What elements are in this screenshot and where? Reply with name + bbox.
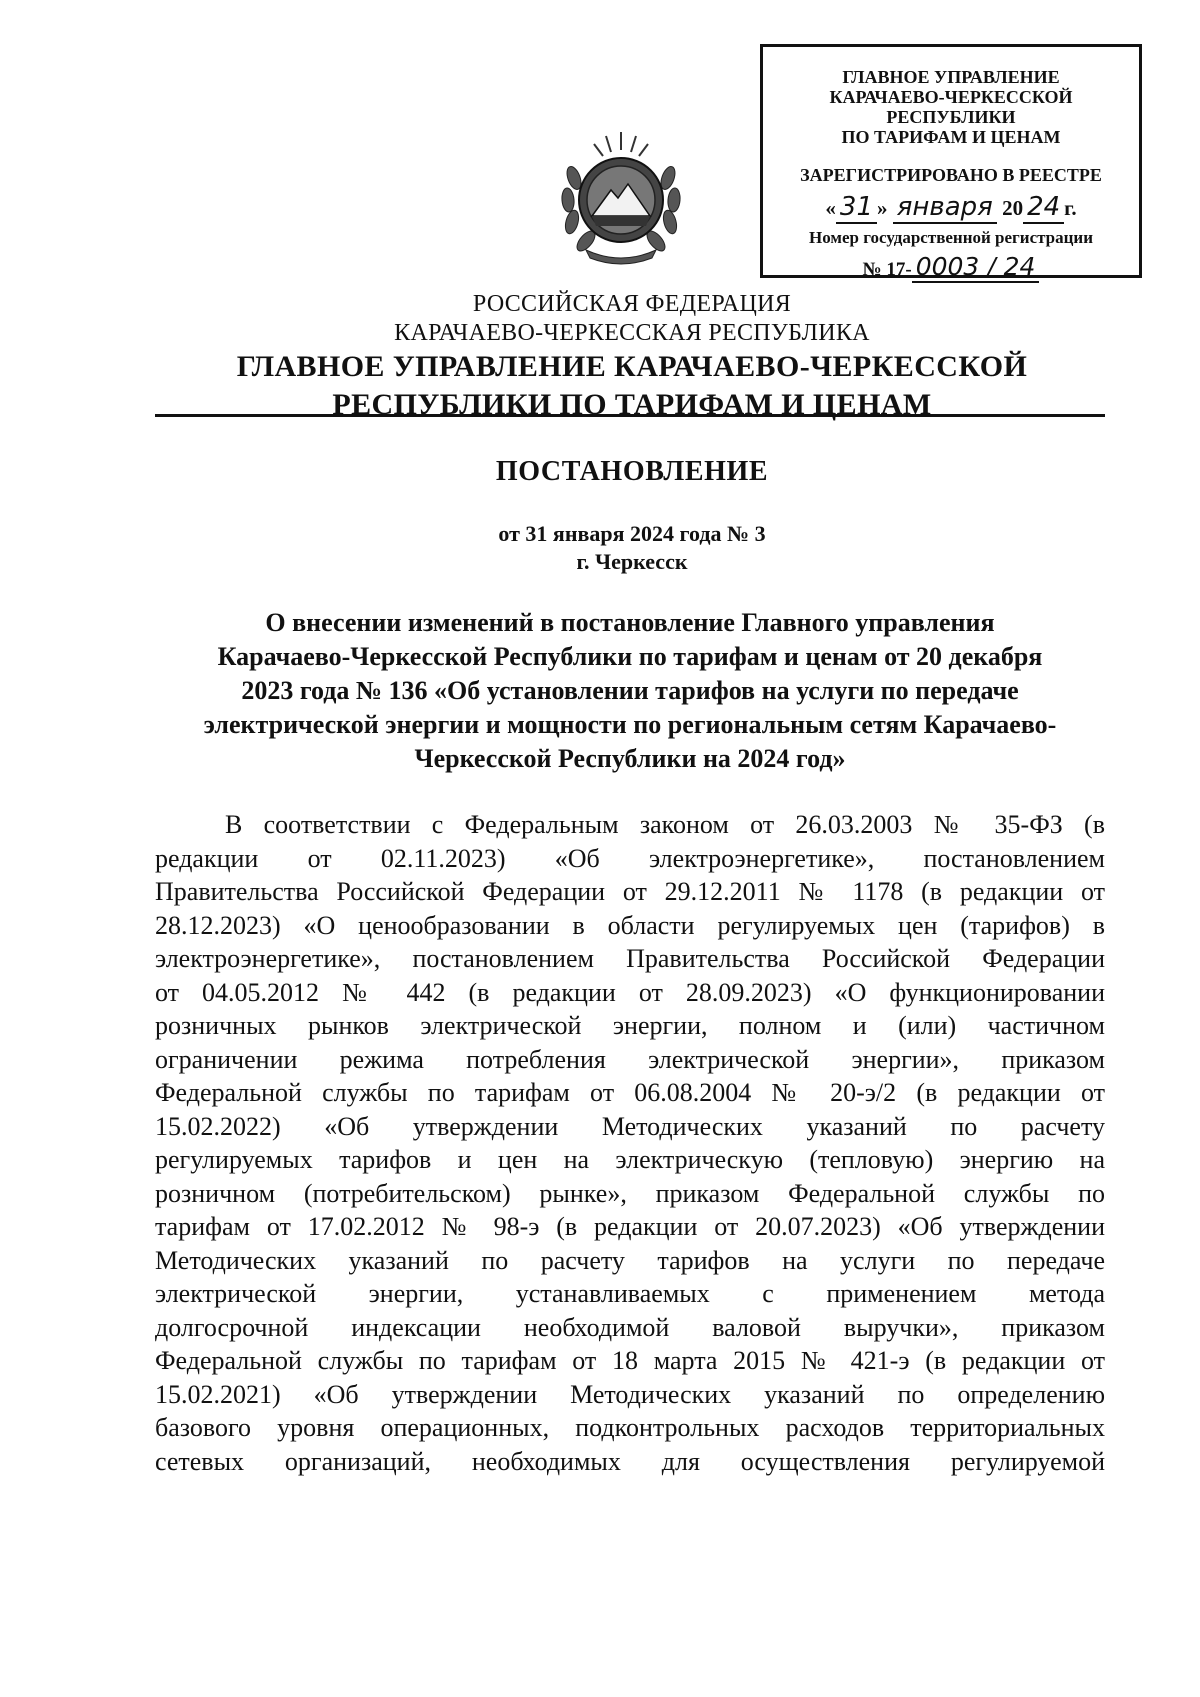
body-line: Правительства Российской Федерации от 29.12.2011 № 1178 (в редакции от — [155, 877, 1105, 906]
stamp-year-prefix: 20 — [1002, 196, 1024, 220]
registration-stamp — [760, 44, 1142, 281]
body-line: ограничении режима потребления электрической энергии», приказом — [155, 1044, 1105, 1074]
body-line: 15.02.2021) «Об утверждении Методических указаний по определению — [155, 1379, 1105, 1409]
body-line: 15.02.2022) «Об утверждении Методических указаний по расчету — [155, 1111, 1105, 1141]
subject-line: О внесении изменений в постановление Главного управления — [265, 608, 995, 637]
header-divider — [155, 414, 1105, 417]
stamp-org-line-2: КАРАЧАЕВО-ЧЕРКЕССКОЙ РЕСПУБЛИКИ — [829, 87, 1073, 127]
stamp-org-line-3: ПО ТАРИФАМ И ЦЕНАМ — [841, 127, 1061, 147]
document-body — [155, 808, 1105, 1478]
stamp-year-suffix: 24 — [1023, 192, 1064, 224]
body-line: розничных рынков электрической энергии, полном и (или) частичном — [155, 1011, 1105, 1040]
stamp-month: января — [893, 192, 997, 224]
stamp-state-reg-label: Номер государственной регистрации — [808, 228, 1094, 247]
document-date-number: от 31 января 2024 года № 3 — [498, 521, 766, 546]
stamp-year-end: г. — [1064, 196, 1077, 220]
stamp-number-handwritten: 0003 / 24 — [912, 252, 1040, 283]
header-country: РОССИЙСКАЯ ФЕДЕРАЦИЯ — [472, 291, 792, 317]
body-line: Методических указаний по расчету тарифов на услуги по передаче — [155, 1245, 1105, 1275]
body-line: базового уровня операционных, подконтрольных расходов территориальных — [155, 1413, 1105, 1442]
document-city: г. Черкесск — [576, 549, 688, 574]
stamp-registered-label: ЗАРЕГИСТРИРОВАНО В РЕЕСТРЕ — [800, 165, 1102, 185]
body-line: Федеральной службы по тарифам от 18 марта 2015 № 421-э (в редакции от — [155, 1346, 1105, 1375]
body-line: тарифам от 17.02.2012 № 98-э (в редакции от 20.07.2023) «Об утверждении — [155, 1212, 1105, 1241]
body-line: сетевых организаций, необходимых для осуществления регулируемой — [155, 1446, 1105, 1476]
body-line: электроэнергетике», постановлением Правительства Российской Федерации — [155, 944, 1105, 973]
stamp-org-line-1: ГЛАВНОЕ УПРАВЛЕНИЕ — [842, 67, 1060, 87]
document-type: ПОСТАНОВЛЕНИЕ — [495, 456, 769, 487]
subject-line: Черкесской Республики на 2024 год» — [414, 744, 846, 773]
body-line: долгосрочной индексации необходимой валовой выручки», приказом — [155, 1312, 1105, 1342]
body-line: 28.12.2023) «О ценообразовании в области регулируемых цен (тарифов) в — [155, 910, 1105, 940]
body-line: редакции от 02.11.2023) «Об электроэнергетике», постановлением — [155, 843, 1105, 873]
stamp-number-row — [763, 252, 1139, 281]
document-header — [0, 290, 1200, 424]
subject-line: 2023 года № 136 «Об установлении тарифов на услуги по передаче — [241, 676, 1019, 705]
body-line: розничном (потребительском) рынке», приказом Федеральной службы по — [155, 1178, 1105, 1208]
coat-of-arms-icon — [556, 128, 686, 268]
body-line: В соответствии с Федеральным законом от 26.03.2003 № 35-ФЗ (в — [225, 810, 1105, 839]
body-line: регулируемых тарифов и цен на электрическую (тепловую) энергию на — [155, 1145, 1105, 1174]
stamp-day: 31 — [836, 192, 877, 224]
body-line: электрической энергии, устанавливаемых с применением метода — [155, 1279, 1105, 1308]
subject-line: Карачаево-Черкесской Республики по тарифам и ценам от 20 декабря — [217, 642, 1043, 671]
body-line: Федеральной службы по тарифам от 06.08.2004 № 20-э/2 (в редакции от — [155, 1078, 1105, 1107]
document-subject — [155, 606, 1105, 776]
header-republic: КАРАЧАЕВО-ЧЕРКЕССКАЯ РЕСПУБЛИКА — [394, 320, 870, 346]
stamp-number-prefix: № 17- — [862, 259, 912, 280]
stamp-date-row: « 31 » января 20 24 г. — [825, 192, 1077, 222]
header-org-line-1: ГЛАВНОЕ УПРАВЛЕНИЕ КАРАЧАЕВО-ЧЕРКЕССКОЙ — [236, 350, 1028, 383]
header-org-line-2: РЕСПУБЛИКИ ПО ТАРИФАМ И ЦЕНАМ — [332, 388, 932, 421]
body-line: от 04.05.2012 № 442 (в редакции от 28.09.2023) «О функционировании — [155, 977, 1105, 1007]
subject-line: электрической энергии и мощности по региональным сетям Карачаево- — [203, 710, 1057, 739]
